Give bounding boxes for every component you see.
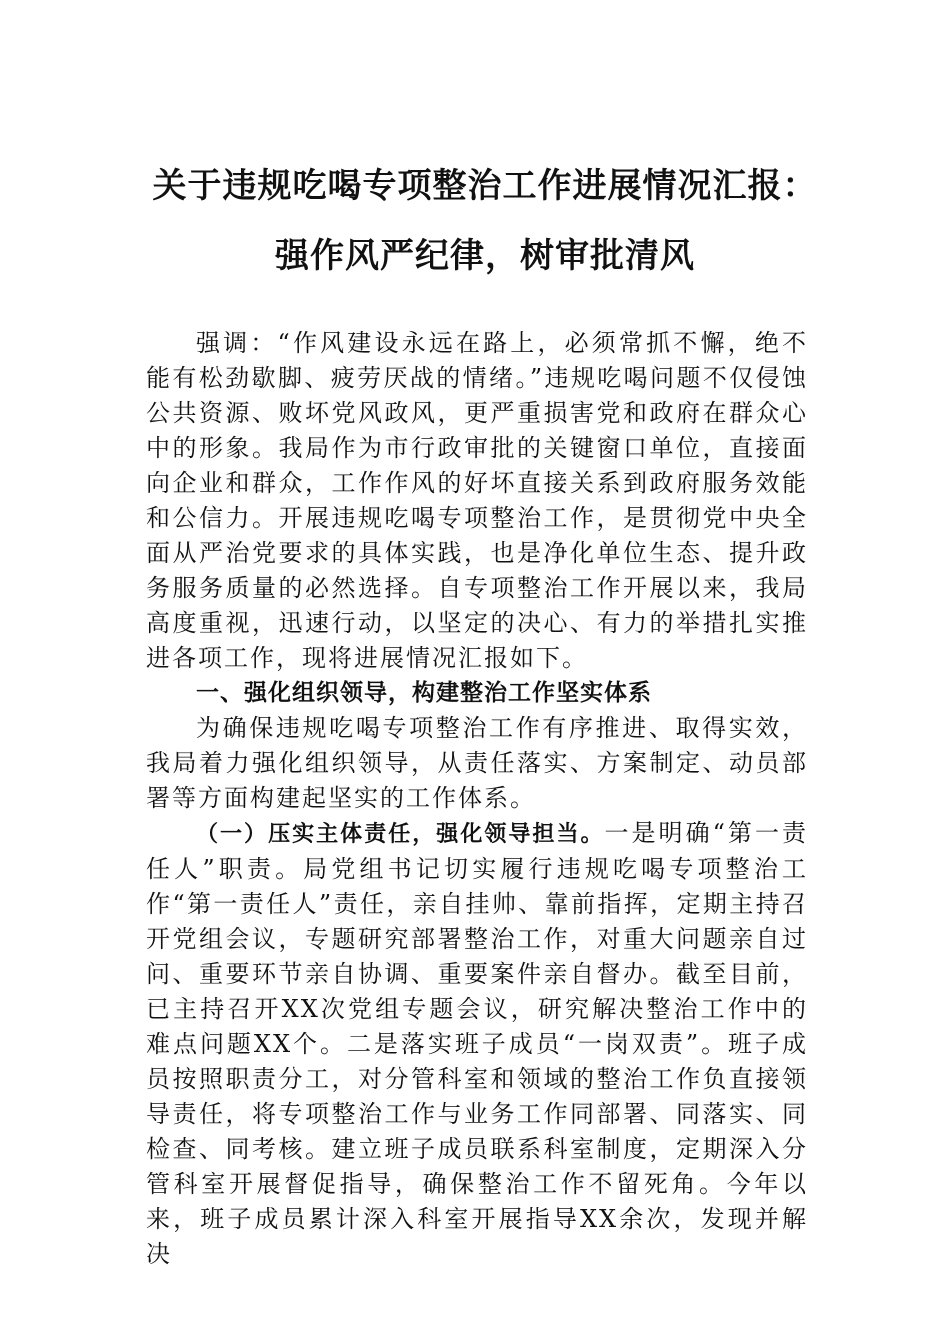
subsection1-lead: （一）压实主体责任，强化领导担当。 [196, 822, 605, 847]
intro-paragraph: 强调：“作风建设永远在路上，必须常抓不懈，绝不能有松劲歇脚、疲劳厌战的情绪。”违规吃喝问题不仅侵蚀公共资源、败坏党风政风，更严重损害党和政府在群众心中的形象。我局作为市行政审批的关键窗口单位，直接面向企业和群众，工作作风的好坏直接关系到政府服务效能和公信力。开展违规吃喝专项整治工作，是贯彻党中央全面从严治党要求的具体实践，也是净化单位生态、提升政务服务质量的必然选择。自专项整治工作开展以来，我局高度重视，迅速行动，以坚定的决心、有力的举措扎实推进各项工作，现将进展情况汇报如下。 [146, 329, 808, 672]
document-body [146, 326, 808, 1272]
section1-heading: 一、强化组织领导，构建整治工作坚实体系 [196, 680, 652, 706]
document-title-line1: 关于违规吃喝专项整治工作进展情况汇报： [152, 166, 818, 206]
subsection1-body: 一是明确“第一责任人”职责。局党组书记切实履行违规吃喝专项整治工作“第一责任人”责任，亲自挂帅、靠前指挥，定期主持召开党组会议，专题研究部署整治工作，对重大问题亲自过问、重要环节亲自协调、重要案件亲自督办。截至目前，已主持召开XX次党组专题会议，研究解决整治工作中的难点问题XX个。二是落实班子成员“一岗双责”。班子成员按照职责分工，对分管科室和领域的整治工作负直接领导责任，将专项整治工作与业务工作同部署、同落实、同检查、同考核。建立班子成员联系科室制度，定期深入分管科室开展督促指导，确保整治工作不留死角。今年以来，班子成员累计深入科室开展指导XX余次，发现并解决 [146, 819, 808, 1268]
section1-paragraph: 为确保违规吃喝专项整治工作有序推进、取得实效，我局着力强化组织领导，从责任落实、方案制定、动员部署等方面构建起坚实的工作体系。 [146, 714, 808, 812]
document-title-line2: 强作风严纪律，树审批清风 [275, 236, 695, 276]
subsection1-paragraph [146, 816, 808, 1272]
